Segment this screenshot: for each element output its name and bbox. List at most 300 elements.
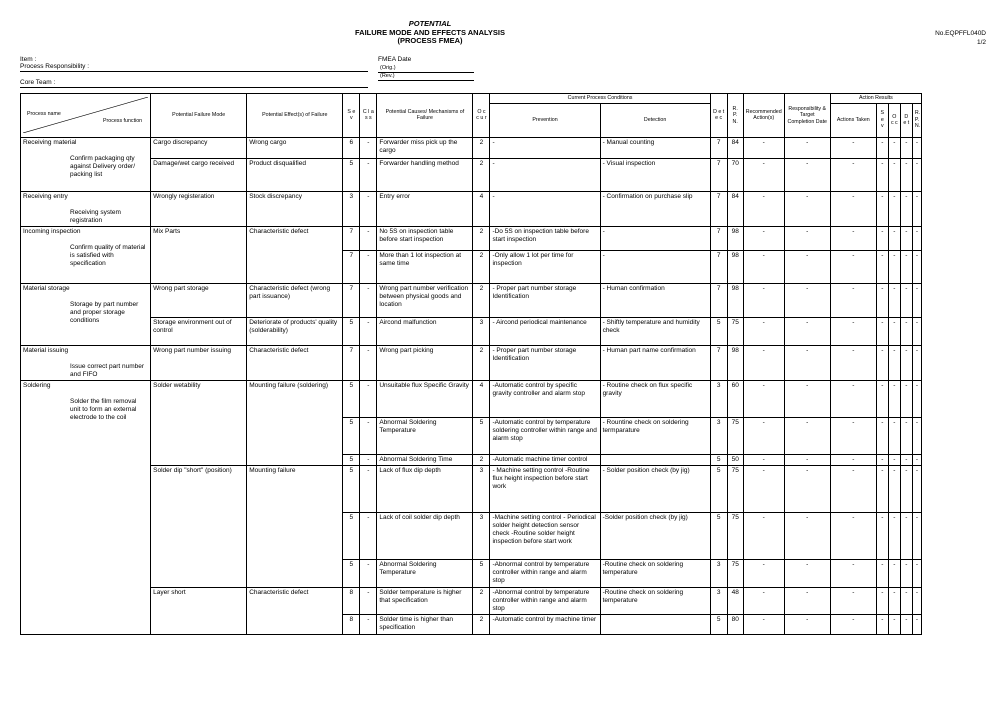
prevention-cell: -Automatic control by temperature soldering controller within range and alarm stop xyxy=(490,417,600,454)
detection-cell: -Routine check on soldering temperature xyxy=(600,587,710,614)
actions-taken-cell: - xyxy=(830,283,876,317)
cause-cell: Abnormal Soldering Temperature xyxy=(377,417,473,454)
prevention-cell: - Proper part number storage Identification xyxy=(490,283,600,317)
process-function: Receiving system registration xyxy=(70,208,121,224)
col-rpn: R. P. N. xyxy=(727,94,743,138)
det-cell: 7 xyxy=(710,283,727,317)
ar-rpn-cell: - xyxy=(912,226,921,250)
col-occ: O c c u r xyxy=(473,94,490,138)
ar-rpn-cell: - xyxy=(912,158,921,191)
cause-cell: No 5S on inspection table before start inspection xyxy=(377,226,473,250)
cause-cell: Wrong part picking xyxy=(377,345,473,380)
detection-cell xyxy=(600,614,710,634)
ar-det-cell: - xyxy=(900,158,912,191)
ar-sev-cell: - xyxy=(876,380,888,417)
col-causes: Potential Causes/ Mechanisms of Failure xyxy=(377,94,473,138)
recommended-cell: - xyxy=(743,283,784,317)
page-number: 1/2 xyxy=(976,39,986,46)
failure-mode-cell: Damage/wet cargo received xyxy=(151,158,247,191)
occ-cell: 2 xyxy=(473,454,490,465)
col-current-controls: Current Process Conditions xyxy=(490,94,710,104)
det-cell: 5 xyxy=(710,317,727,345)
detection-cell: - xyxy=(600,250,710,283)
rpn-cell: 84 xyxy=(727,137,743,158)
process-cell xyxy=(21,283,151,345)
sev-cell: 7 xyxy=(343,345,360,380)
ar-sev-cell: - xyxy=(876,345,888,380)
ar-det-cell: - xyxy=(900,250,912,283)
rpn-cell: 98 xyxy=(727,283,743,317)
prevention-cell: - Machine setting control -Routine flux height inspection before start work xyxy=(490,465,600,512)
responsibility-cell: - xyxy=(784,512,830,559)
process-cell xyxy=(21,226,151,283)
effect-cell: Product disqualified xyxy=(247,158,343,191)
detection-cell: - Visual inspection xyxy=(600,158,710,191)
cause-cell: Entry error xyxy=(377,191,473,226)
actions-taken-cell: - xyxy=(830,454,876,465)
det-cell: 3 xyxy=(710,587,727,614)
effect-cell: Stock discrepancy xyxy=(247,191,343,226)
occ-cell: 5 xyxy=(473,417,490,454)
det-cell: 3 xyxy=(710,380,727,417)
det-cell: 7 xyxy=(710,191,727,226)
det-cell: 7 xyxy=(710,137,727,158)
col-detection: Detection xyxy=(600,103,710,137)
ar-occ-cell: - xyxy=(888,465,900,512)
class-cell: - xyxy=(360,283,377,317)
det-cell: 5 xyxy=(710,614,727,634)
ar-rpn-cell: - xyxy=(912,454,921,465)
process-cell xyxy=(21,380,151,634)
effect-cell: Characteristic defect xyxy=(247,345,343,380)
responsibility-cell: - xyxy=(784,250,830,283)
cause-cell: Lack of flux dip depth xyxy=(377,465,473,512)
table-row xyxy=(21,191,922,226)
ar-det-cell: - xyxy=(900,512,912,559)
sev-cell: 5 xyxy=(343,465,360,512)
detection-cell: - Shiftly temperature and humidity check xyxy=(600,317,710,345)
actions-taken-cell: - xyxy=(830,250,876,283)
title-line-1: POTENTIAL xyxy=(408,19,452,28)
ar-sev-cell: - xyxy=(876,454,888,465)
ar-rpn-cell: - xyxy=(912,614,921,634)
recommended-cell: - xyxy=(743,345,784,380)
failure-mode-cell: Solder dip "short" (position) xyxy=(151,465,247,587)
class-cell: - xyxy=(360,559,377,587)
prevention-cell: - xyxy=(490,137,600,158)
failure-mode-cell: Storage environment out of control xyxy=(151,317,247,345)
process-name: Material issuing xyxy=(23,346,69,354)
rev-label: (Rev.) xyxy=(380,73,395,79)
recommended-cell: - xyxy=(743,317,784,345)
detection-cell: - Manual counting xyxy=(600,137,710,158)
col-ar-rpn: R. P. N. xyxy=(912,103,921,137)
process-name: Receiving material xyxy=(23,138,77,146)
recommended-cell: - xyxy=(743,137,784,158)
sev-cell: 8 xyxy=(343,614,360,634)
failure-mode-cell: Wrong part number issuing xyxy=(151,345,247,380)
sev-cell: 5 xyxy=(343,158,360,191)
sev-cell: 5 xyxy=(343,380,360,417)
process-function: Storage by part number and proper storage conditions xyxy=(70,300,139,324)
ar-sev-cell: - xyxy=(876,283,888,317)
ar-rpn-cell: - xyxy=(912,512,921,559)
occ-cell: 2 xyxy=(473,614,490,634)
col-prevention: Prevention xyxy=(490,103,600,137)
detection-cell: -Routine check on soldering temperature xyxy=(600,559,710,587)
recommended-cell: - xyxy=(743,465,784,512)
sev-cell: 8 xyxy=(343,587,360,614)
ar-det-cell: - xyxy=(900,380,912,417)
fmea-table-body xyxy=(21,137,922,634)
det-cell: 5 xyxy=(710,512,727,559)
det-cell: 7 xyxy=(710,345,727,380)
col-ar-det: D e t xyxy=(900,103,912,137)
occ-cell: 3 xyxy=(473,317,490,345)
sev-cell: 5 xyxy=(343,317,360,345)
recommended-cell: - xyxy=(743,250,784,283)
ar-rpn-cell: - xyxy=(912,380,921,417)
ar-det-cell: - xyxy=(900,417,912,454)
failure-mode-cell: Wrongly registeration xyxy=(151,191,247,226)
occ-cell: 2 xyxy=(473,226,490,250)
cause-cell: Abnormal Soldering Temperature xyxy=(377,559,473,587)
process-name: Material storage xyxy=(23,284,70,292)
ar-rpn-cell: - xyxy=(912,345,921,380)
col-effects: Potential Effect(s) of Failure xyxy=(247,94,343,138)
prevention-cell: -Automatic control by machine timer xyxy=(490,614,600,634)
prevention-cell: - xyxy=(490,191,600,226)
class-cell: - xyxy=(360,614,377,634)
effect-cell: Mounting failure (soldering) xyxy=(247,380,343,465)
failure-mode-cell: Solder wetability xyxy=(151,380,247,465)
fmea-table xyxy=(20,93,922,635)
recommended-cell: - xyxy=(743,158,784,191)
ar-sev-cell: - xyxy=(876,559,888,587)
ar-occ-cell: - xyxy=(888,454,900,465)
core-team-label: Core Team : xyxy=(20,79,56,86)
effect-cell: Deteriorate of products' quality (solderability) xyxy=(247,317,343,345)
ar-occ-cell: - xyxy=(888,614,900,634)
ar-rpn-cell: - xyxy=(912,317,921,345)
ar-occ-cell: - xyxy=(888,250,900,283)
process-function: Confirm quality of material is satisfied with specification xyxy=(70,243,146,267)
class-cell: - xyxy=(360,137,377,158)
responsibility-cell: - xyxy=(784,226,830,250)
process-function: Issue correct part number and FIFO xyxy=(70,362,145,378)
ar-det-cell: - xyxy=(900,226,912,250)
recommended-cell: - xyxy=(743,454,784,465)
occ-cell: 4 xyxy=(473,191,490,226)
det-cell: 7 xyxy=(710,158,727,191)
responsibility-cell: - xyxy=(784,465,830,512)
det-cell: 5 xyxy=(710,454,727,465)
rpn-cell: 98 xyxy=(727,250,743,283)
col-actions-taken: Actions Taken xyxy=(830,103,876,137)
ar-rpn-cell: - xyxy=(912,283,921,317)
actions-taken-cell: - xyxy=(830,559,876,587)
occ-cell: 2 xyxy=(473,283,490,317)
occ-cell: 5 xyxy=(473,559,490,587)
table-row xyxy=(21,587,922,614)
detection-cell: - Human confirmation xyxy=(600,283,710,317)
ar-sev-cell: - xyxy=(876,587,888,614)
ar-det-cell: - xyxy=(900,454,912,465)
class-cell: - xyxy=(360,345,377,380)
det-cell: 3 xyxy=(710,417,727,454)
ar-sev-cell: - xyxy=(876,317,888,345)
col-ar-occ: O c c xyxy=(888,103,900,137)
rpn-cell: 75 xyxy=(727,559,743,587)
ar-sev-cell: - xyxy=(876,191,888,226)
sev-cell: 6 xyxy=(343,137,360,158)
col-ar-sev: S e v xyxy=(876,103,888,137)
table-row xyxy=(21,465,922,512)
rpn-cell: 75 xyxy=(727,317,743,345)
table-row xyxy=(21,226,922,250)
document-title xyxy=(0,20,860,46)
ar-det-cell: - xyxy=(900,559,912,587)
ar-occ-cell: - xyxy=(888,380,900,417)
ar-sev-cell: - xyxy=(876,137,888,158)
document-number: No.EQPFFL040D xyxy=(935,30,986,37)
occ-cell: 2 xyxy=(473,158,490,191)
process-name: Incoming inspection xyxy=(23,227,81,235)
cause-cell: Unsuitable flux Specific Gravity xyxy=(377,380,473,417)
prevention-cell: -Abnormal control by temperature controller within range and alarm stop xyxy=(490,559,600,587)
class-cell: - xyxy=(360,417,377,454)
class-cell: - xyxy=(360,226,377,250)
ar-det-cell: - xyxy=(900,137,912,158)
recommended-cell: - xyxy=(743,587,784,614)
sev-cell: 5 xyxy=(343,454,360,465)
detection-cell xyxy=(600,454,710,465)
ar-occ-cell: - xyxy=(888,226,900,250)
detection-cell: - Solder position check (by jig) xyxy=(600,465,710,512)
ar-occ-cell: - xyxy=(888,191,900,226)
class-cell: - xyxy=(360,454,377,465)
cause-cell: More than 1 lot inspection at same time xyxy=(377,250,473,283)
effect-cell: Wrong cargo xyxy=(247,137,343,158)
cause-cell: Abnormal Soldering Time xyxy=(377,454,473,465)
prevention-cell: -Automatic machine timer control xyxy=(490,454,600,465)
divider xyxy=(378,80,474,81)
col-action-results: Action Results xyxy=(830,94,921,104)
det-cell: 5 xyxy=(710,465,727,512)
recommended-cell: - xyxy=(743,614,784,634)
actions-taken-cell: - xyxy=(830,226,876,250)
detection-cell: -Solder position check (by jig) xyxy=(600,512,710,559)
occ-cell: 3 xyxy=(473,512,490,559)
actions-taken-cell: - xyxy=(830,137,876,158)
det-cell: 3 xyxy=(710,559,727,587)
ar-rpn-cell: - xyxy=(912,191,921,226)
ar-det-cell: - xyxy=(900,587,912,614)
class-cell: - xyxy=(360,191,377,226)
class-cell: - xyxy=(360,512,377,559)
occ-cell: 2 xyxy=(473,587,490,614)
ar-sev-cell: - xyxy=(876,226,888,250)
document-number-block xyxy=(935,29,986,47)
process-function: Solder the film removal unit to form an external electrode to the coil xyxy=(70,397,137,421)
table-row xyxy=(21,345,922,380)
effect-cell: Mounting failure xyxy=(247,465,343,587)
ar-rpn-cell: - xyxy=(912,559,921,587)
sev-cell: 5 xyxy=(343,417,360,454)
class-cell: - xyxy=(360,250,377,283)
responsibility-cell: - xyxy=(784,137,830,158)
rpn-cell: 60 xyxy=(727,380,743,417)
sev-cell: 7 xyxy=(343,226,360,250)
failure-mode-cell: Wrong part storage xyxy=(151,283,247,317)
item-label: Item : xyxy=(20,56,37,63)
actions-taken-cell: - xyxy=(830,512,876,559)
responsibility-cell: - xyxy=(784,417,830,454)
sev-cell: 7 xyxy=(343,250,360,283)
effect-cell: Characteristic defect xyxy=(247,226,343,283)
ar-occ-cell: - xyxy=(888,137,900,158)
failure-mode-cell: Cargo discrepancy xyxy=(151,137,247,158)
rpn-cell: 80 xyxy=(727,614,743,634)
ar-rpn-cell: - xyxy=(912,587,921,614)
recommended-cell: - xyxy=(743,191,784,226)
actions-taken-cell: - xyxy=(830,614,876,634)
ar-det-cell: - xyxy=(900,614,912,634)
rpn-cell: 48 xyxy=(727,587,743,614)
prevention-cell: - Aircond periodical maintenance xyxy=(490,317,600,345)
rpn-cell: 75 xyxy=(727,465,743,512)
process-responsibility-label: Process Responsibility : xyxy=(20,63,89,70)
ar-det-cell: - xyxy=(900,191,912,226)
col-failure-mode: Potential Failure Mode xyxy=(151,94,247,138)
det-cell: 7 xyxy=(710,226,727,250)
class-cell: - xyxy=(360,317,377,345)
actions-taken-cell: - xyxy=(830,317,876,345)
detection-cell: - Human part name confirmation xyxy=(600,345,710,380)
responsibility-cell: - xyxy=(784,283,830,317)
process-function: Confirm packaging qty against Delivery order/ packing list xyxy=(70,154,136,178)
recommended-cell: - xyxy=(743,512,784,559)
sev-cell: 7 xyxy=(343,283,360,317)
responsibility-cell: - xyxy=(784,559,830,587)
title-line-3: (PROCESS FMEA) xyxy=(397,36,463,45)
table-row xyxy=(21,283,922,317)
ar-rpn-cell: - xyxy=(912,465,921,512)
occ-cell: 3 xyxy=(473,465,490,512)
ar-rpn-cell: - xyxy=(912,250,921,283)
prevention-cell: - xyxy=(490,158,600,191)
class-cell: - xyxy=(360,158,377,191)
detection-cell: - xyxy=(600,226,710,250)
ar-det-cell: - xyxy=(900,283,912,317)
class-cell: - xyxy=(360,587,377,614)
orig-label: (Orig.) xyxy=(380,65,396,71)
col-responsibility: Responsibility & Target Completion Date xyxy=(784,94,830,138)
table-row xyxy=(21,317,922,345)
rpn-cell: 98 xyxy=(727,226,743,250)
ar-sev-cell: - xyxy=(876,417,888,454)
ar-occ-cell: - xyxy=(888,417,900,454)
rpn-cell: 50 xyxy=(727,454,743,465)
process-name: Soldering xyxy=(23,381,51,389)
responsibility-cell: - xyxy=(784,345,830,380)
process-name: Receiving entry xyxy=(23,192,68,200)
effect-cell: Characteristic defect (wrong part issuance) xyxy=(247,283,343,317)
cause-cell: Solder temperature is higher that specification xyxy=(377,587,473,614)
ar-occ-cell: - xyxy=(888,317,900,345)
col-process-name: Process name xyxy=(27,111,61,118)
actions-taken-cell: - xyxy=(830,465,876,512)
cause-cell: Lack of coil solder dip depth xyxy=(377,512,473,559)
detection-cell: - Confirmation on purchase slip xyxy=(600,191,710,226)
responsibility-cell: - xyxy=(784,380,830,417)
rpn-cell: 84 xyxy=(727,191,743,226)
col-sev: S e v xyxy=(343,94,360,138)
divider xyxy=(20,71,368,72)
occ-cell: 2 xyxy=(473,250,490,283)
col-class: C l a s s xyxy=(360,94,377,138)
ar-occ-cell: - xyxy=(888,283,900,317)
responsibility-cell: - xyxy=(784,587,830,614)
actions-taken-cell: - xyxy=(830,345,876,380)
divider xyxy=(20,87,368,88)
detection-cell: - Rountine check on soldering termparature xyxy=(600,417,710,454)
table-row xyxy=(21,158,922,191)
ar-sev-cell: - xyxy=(876,158,888,191)
ar-sev-cell: - xyxy=(876,614,888,634)
actions-taken-cell: - xyxy=(830,587,876,614)
recommended-cell: - xyxy=(743,417,784,454)
recommended-cell: - xyxy=(743,226,784,250)
col-process-function: Process function xyxy=(102,118,143,125)
ar-sev-cell: - xyxy=(876,250,888,283)
prevention-cell: - Proper part number storage Identification xyxy=(490,345,600,380)
table-row xyxy=(21,380,922,417)
ar-det-cell: - xyxy=(900,345,912,380)
process-cell xyxy=(21,345,151,380)
ar-occ-cell: - xyxy=(888,587,900,614)
prevention-cell: -Machine setting control - Periodical solder height detection sensor check -Routine solder height inspection before start work xyxy=(490,512,600,559)
ar-det-cell: - xyxy=(900,465,912,512)
cause-cell: Solder time is higher than specification xyxy=(377,614,473,634)
col-process xyxy=(21,94,151,138)
recommended-cell: - xyxy=(743,380,784,417)
cause-cell: Aircond malfunction xyxy=(377,317,473,345)
title-line-2: FAILURE MODE AND EFFECTS ANALYSIS xyxy=(354,27,505,37)
sev-cell: 5 xyxy=(343,559,360,587)
responsibility-cell: - xyxy=(784,454,830,465)
class-cell: - xyxy=(360,380,377,417)
responsibility-cell: - xyxy=(784,158,830,191)
ar-rpn-cell: - xyxy=(912,137,921,158)
responsibility-cell: - xyxy=(784,614,830,634)
cause-cell: Forwarder handling method xyxy=(377,158,473,191)
detection-cell: - Routine check on flux specific gravity xyxy=(600,380,710,417)
ar-occ-cell: - xyxy=(888,559,900,587)
ar-occ-cell: - xyxy=(888,158,900,191)
rpn-cell: 98 xyxy=(727,345,743,380)
occ-cell: 4 xyxy=(473,380,490,417)
actions-taken-cell: - xyxy=(830,158,876,191)
fmea-date-label: FMEA Date xyxy=(378,56,412,63)
rpn-cell: 75 xyxy=(727,417,743,454)
rpn-cell: 70 xyxy=(727,158,743,191)
cause-cell: Forwarder miss pick up the cargo xyxy=(377,137,473,158)
col-det: D e t e c xyxy=(710,94,727,138)
sev-cell: 5 xyxy=(343,512,360,559)
class-cell: - xyxy=(360,465,377,512)
table-row xyxy=(21,137,922,158)
